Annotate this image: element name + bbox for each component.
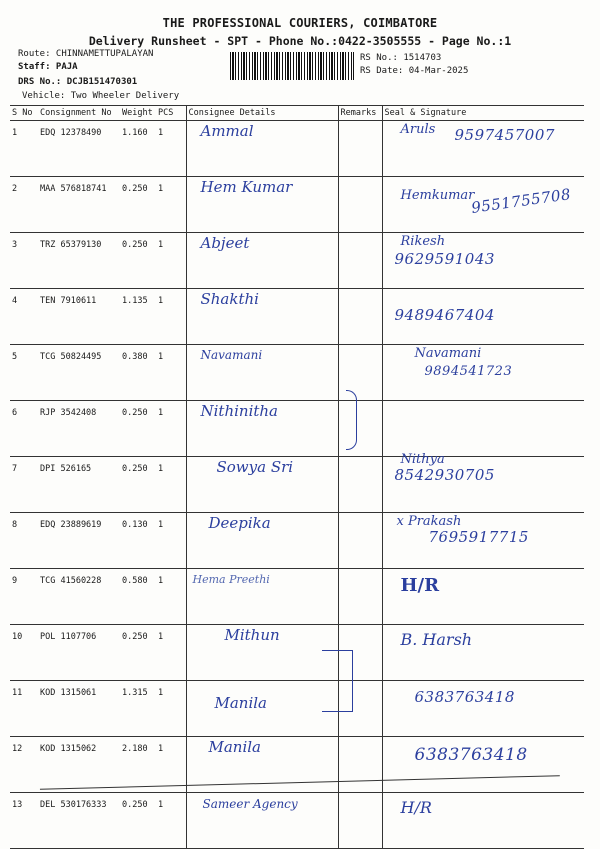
phone-handwriting: 7695917715 bbox=[428, 528, 529, 546]
cell-sno: 13 bbox=[10, 793, 38, 849]
cell-pcs: 1 bbox=[156, 737, 186, 793]
consignee-handwriting: Hem Kumar bbox=[200, 178, 293, 196]
consignee-handwriting: Ammal bbox=[200, 122, 254, 140]
signature-handwriting: Hemkumar bbox=[400, 188, 475, 203]
barcode bbox=[230, 52, 354, 80]
route-field: Route: CHINNAMETTUPALAYAN bbox=[18, 49, 154, 59]
cell-seal bbox=[382, 569, 584, 625]
cell-pcs: 1 bbox=[156, 177, 186, 233]
cell-consignment: TCG 50824495 bbox=[38, 345, 120, 401]
consignee-handwriting: Nithinitha bbox=[200, 402, 278, 420]
table-row bbox=[10, 569, 584, 625]
cell-consignment: TEN 7910611 bbox=[38, 289, 120, 345]
handwritten-bracket bbox=[346, 390, 357, 450]
table-row bbox=[10, 121, 584, 177]
consignee-handwriting: Navamani bbox=[200, 348, 263, 362]
cell-weight: 0.250 bbox=[120, 457, 156, 513]
handwritten-bracket bbox=[322, 650, 353, 712]
table-row bbox=[10, 233, 584, 289]
signature-handwriting: H/R bbox=[400, 575, 440, 596]
drs-field: DRS No.: DCJB151470301 bbox=[18, 77, 138, 87]
cell-sno: 4 bbox=[10, 289, 38, 345]
cell-sno: 7 bbox=[10, 457, 38, 513]
cell-consignee bbox=[186, 457, 338, 513]
cell-seal bbox=[382, 289, 584, 345]
cell-consignee bbox=[186, 625, 338, 681]
phone-handwriting: 9597457007 bbox=[454, 126, 555, 144]
table-header-row bbox=[10, 106, 584, 121]
cell-sno: 3 bbox=[10, 233, 38, 289]
company-title: THE PROFESSIONAL COURIERS, COIMBATORE bbox=[162, 16, 438, 30]
table-row bbox=[10, 177, 584, 233]
cell-pcs: 1 bbox=[156, 457, 186, 513]
vehicle-field: Vehicle: Two Wheeler Delivery bbox=[22, 91, 180, 101]
cell-weight: 1.160 bbox=[120, 121, 156, 177]
cell-seal bbox=[382, 121, 584, 177]
phone-handwriting: 8542930705 bbox=[394, 466, 495, 484]
cell-weight: 0.580 bbox=[120, 569, 156, 625]
phone-handwriting: 9489467404 bbox=[394, 306, 495, 324]
cell-sno: 6 bbox=[10, 401, 38, 457]
cell-sno: 5 bbox=[10, 345, 38, 401]
cell-pcs: 1 bbox=[156, 681, 186, 737]
cell-remarks bbox=[338, 513, 382, 569]
cell-consignment: RJP 3542408 bbox=[38, 401, 120, 457]
cell-weight: 0.250 bbox=[120, 401, 156, 457]
signature-handwriting: Aruls bbox=[400, 122, 436, 137]
col-sno: S No bbox=[10, 106, 38, 121]
cell-pcs: 1 bbox=[156, 289, 186, 345]
cell-consignment: TCG 41560228 bbox=[38, 569, 120, 625]
signature-handwriting: x Prakash bbox=[396, 514, 462, 529]
cell-weight: 0.250 bbox=[120, 233, 156, 289]
consignee-handwriting: Sameer Agency bbox=[202, 797, 298, 811]
cell-remarks bbox=[338, 121, 382, 177]
consignee-handwriting: Manila bbox=[214, 694, 267, 712]
table-row bbox=[10, 457, 584, 513]
col-seal-signature: Seal & Signature bbox=[382, 106, 584, 121]
phone-handwriting: 6383763418 bbox=[414, 745, 528, 765]
cell-remarks bbox=[338, 401, 382, 457]
cell-remarks bbox=[338, 289, 382, 345]
cell-seal bbox=[382, 233, 584, 289]
cell-pcs: 1 bbox=[156, 345, 186, 401]
cell-weight: 1.135 bbox=[120, 289, 156, 345]
col-consignee: Consignee Details bbox=[186, 106, 338, 121]
consignee-handwriting: Abjeet bbox=[200, 234, 250, 252]
consignee-handwriting: Mithun bbox=[224, 626, 280, 644]
cell-remarks bbox=[338, 569, 382, 625]
col-pcs: PCS bbox=[156, 106, 186, 121]
cell-consignee bbox=[186, 681, 338, 737]
table-row bbox=[10, 625, 584, 681]
cell-sno: 9 bbox=[10, 569, 38, 625]
cell-weight: 0.250 bbox=[120, 177, 156, 233]
cell-sno: 1 bbox=[10, 121, 38, 177]
table-row bbox=[10, 513, 584, 569]
cell-consignee bbox=[186, 513, 338, 569]
cell-seal bbox=[382, 625, 584, 681]
table-row bbox=[10, 289, 584, 345]
cell-sno: 12 bbox=[10, 737, 38, 793]
signature-handwriting: Navamani bbox=[414, 346, 482, 361]
table-row bbox=[10, 793, 584, 849]
cell-seal bbox=[382, 793, 584, 849]
cell-pcs: 1 bbox=[156, 233, 186, 289]
cell-consignment: POL 1107706 bbox=[38, 625, 120, 681]
cell-weight: 0.250 bbox=[120, 625, 156, 681]
cell-seal bbox=[382, 681, 584, 737]
staff-field: Staff: PAJA bbox=[18, 62, 78, 72]
table-row bbox=[10, 401, 584, 457]
cell-consignee bbox=[186, 121, 338, 177]
consignee-handwriting: Deepika bbox=[208, 514, 271, 532]
cell-pcs: 1 bbox=[156, 625, 186, 681]
cell-remarks bbox=[338, 457, 382, 513]
cell-consignment: EDQ 23889619 bbox=[38, 513, 120, 569]
cell-remarks bbox=[338, 345, 382, 401]
cell-sno: 2 bbox=[10, 177, 38, 233]
cell-remarks bbox=[338, 793, 382, 849]
consignee-handwriting: Manila bbox=[208, 738, 261, 756]
cell-consignment: TRZ 65379130 bbox=[38, 233, 120, 289]
cell-consignment: DPI 526165 bbox=[38, 457, 120, 513]
cell-consignee bbox=[186, 569, 338, 625]
cell-consignee bbox=[186, 289, 338, 345]
cell-seal bbox=[382, 401, 584, 457]
signature-handwriting: H/R bbox=[400, 798, 432, 817]
col-remarks: Remarks bbox=[338, 106, 382, 121]
cell-weight: 0.250 bbox=[120, 793, 156, 849]
cell-pcs: 1 bbox=[156, 513, 186, 569]
runsheet-table bbox=[10, 105, 584, 849]
cell-consignee bbox=[186, 345, 338, 401]
cell-sno: 11 bbox=[10, 681, 38, 737]
cell-consignment: KOD 1315061 bbox=[38, 681, 120, 737]
cell-consignment: EDQ 12378490 bbox=[38, 121, 120, 177]
cell-pcs: 1 bbox=[156, 121, 186, 177]
cell-weight: 1.315 bbox=[120, 681, 156, 737]
phone-handwriting: 6383763418 bbox=[414, 688, 515, 706]
cell-pcs: 1 bbox=[156, 401, 186, 457]
phone-handwriting: 9894541723 bbox=[424, 364, 513, 379]
cell-sno: 8 bbox=[10, 513, 38, 569]
consignee-handwriting: Hema Preethi bbox=[192, 573, 270, 586]
cell-weight: 0.130 bbox=[120, 513, 156, 569]
cell-consignee bbox=[186, 177, 338, 233]
cell-consignee bbox=[186, 233, 338, 289]
col-consignment: Consignment No bbox=[38, 106, 120, 121]
rs-no-field: RS No.: 1514703 bbox=[360, 53, 442, 63]
cell-seal bbox=[382, 345, 584, 401]
cell-consignment: DEL 530176333 bbox=[38, 793, 120, 849]
cell-consignee bbox=[186, 401, 338, 457]
cell-consignee bbox=[186, 793, 338, 849]
consignee-handwriting: Sowya Sri bbox=[216, 458, 294, 476]
cell-remarks bbox=[338, 233, 382, 289]
rs-date-field: RS Date: 04-Mar-2025 bbox=[360, 66, 469, 76]
signature-handwriting: Rikesh bbox=[400, 234, 446, 249]
cell-sno: 10 bbox=[10, 625, 38, 681]
col-weight: Weight bbox=[120, 106, 156, 121]
signature-handwriting: Nithya bbox=[400, 452, 445, 467]
phone-handwriting: 9551755708 bbox=[469, 185, 572, 217]
cell-pcs: 1 bbox=[156, 793, 186, 849]
table-row bbox=[10, 681, 584, 737]
cell-pcs: 1 bbox=[156, 569, 186, 625]
cell-seal bbox=[382, 177, 584, 233]
cell-seal bbox=[382, 452, 584, 513]
runsheet-subtitle: Delivery Runsheet - SPT - Phone No.:0422-3505555 - Page No.:1 bbox=[88, 34, 512, 48]
table-row bbox=[10, 345, 584, 401]
cell-weight: 0.380 bbox=[120, 345, 156, 401]
cell-seal bbox=[382, 513, 584, 569]
cell-weight: 2.180 bbox=[120, 737, 156, 793]
cell-consignment: KOD 1315062 bbox=[38, 737, 120, 793]
consignee-handwriting: Shakthi bbox=[200, 290, 259, 308]
cell-remarks bbox=[338, 177, 382, 233]
phone-handwriting: 9629591043 bbox=[394, 250, 495, 268]
cell-consignment: MAA 576818741 bbox=[38, 177, 120, 233]
signature-handwriting: B. Harsh bbox=[400, 630, 473, 649]
